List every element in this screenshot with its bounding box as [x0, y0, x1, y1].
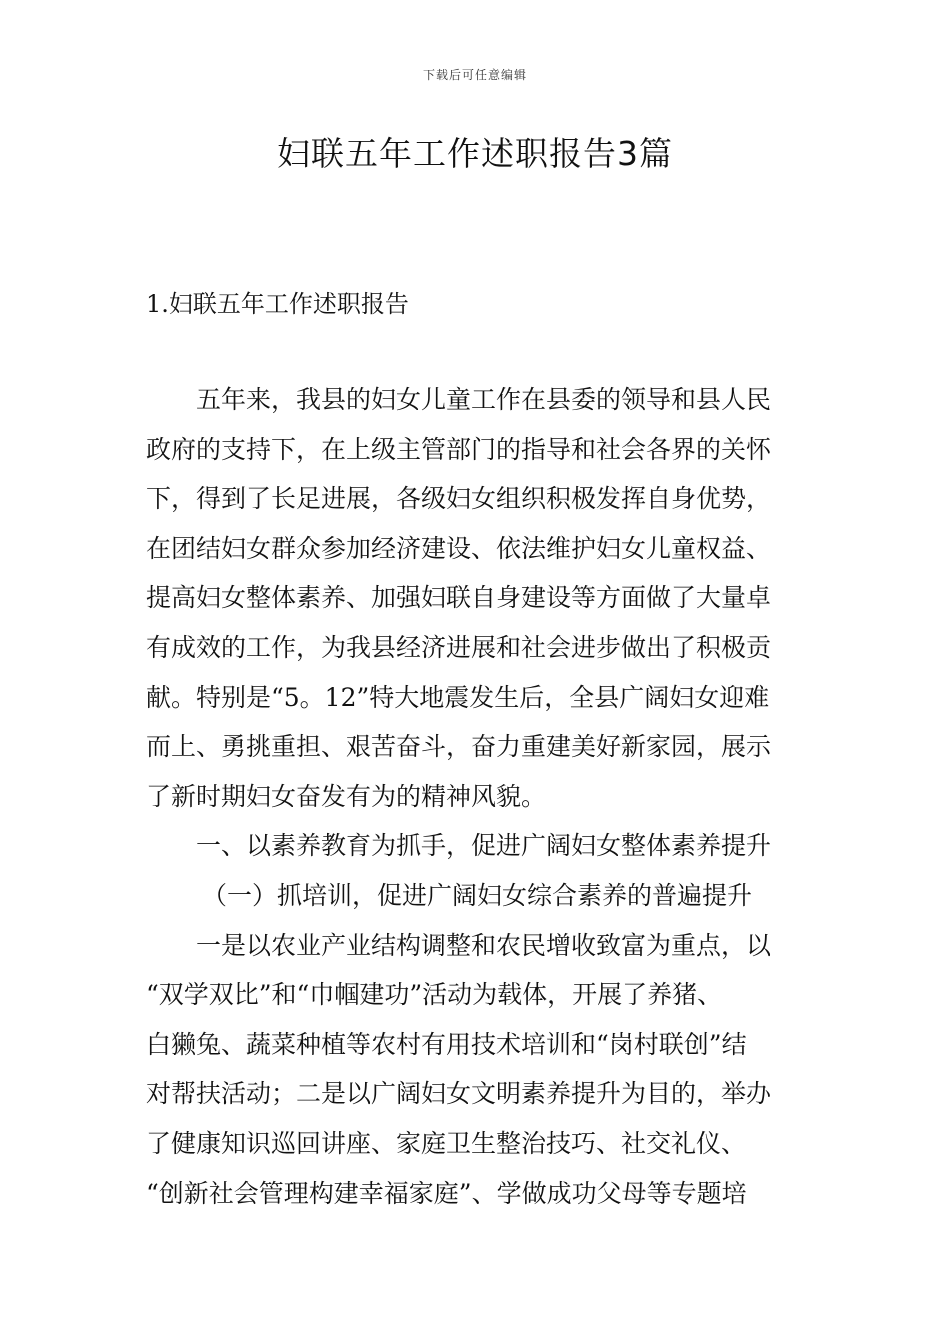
paragraph-line: “双学双比”和“巾帼建功”活动为载体，开展了养猪、 — [146, 980, 723, 1010]
paragraph-line: 了健康知识巡回讲座、家庭卫生整治技巧、社交礼仪、 — [146, 1128, 747, 1158]
paragraph-line: 政府的支持下，在上级主管部门的指导和社会各界的关怀 — [146, 434, 772, 464]
paragraph-line: 而上、勇挑重担、艰苦奋斗，奋力重建美好新家园，展示 — [146, 732, 772, 762]
subheading-line: 一、以素养教育为抓手，促进广阔妇女整体素养提升 — [196, 831, 772, 861]
paragraph-line: 有成效的工作，为我县经济进展和社会进步做出了积极贡 — [146, 632, 772, 662]
header-note: 下载后可任意编辑 — [422, 68, 527, 82]
subheading-line: （一）抓培训，促进广阔妇女综合素养的普遍提升 — [202, 880, 753, 910]
paragraph-line: “创新社会管理构建幸福家庭”、学做成功父母等专题培 — [146, 1178, 747, 1208]
paragraph-line: 献。特别是“5。12”特大地震发生后，全县广阔妇女迎难 — [146, 682, 770, 712]
document-title: 妇联五年工作述职报告3篇 — [277, 134, 673, 173]
paragraph-line: 下，得到了长足进展，各级妇女组织积极发挥自身优势， — [146, 484, 772, 514]
section-heading: 1.妇联五年工作述职报告 — [146, 290, 409, 318]
paragraph-line: 了新时期妇女奋发有为的精神风貌。 — [146, 781, 547, 811]
paragraph-line: 白獭兔、蔬菜种植等农村有用技术培训和“岗村联创”结 — [146, 1029, 747, 1059]
paragraph-line: 提高妇女整体素养、加强妇联自身建设等方面做了大量卓 — [146, 583, 772, 613]
paragraph-line: 五年来，我县的妇女儿童工作在县委的领导和县人民 — [196, 385, 772, 414]
paragraph-line: 一是以农业产业结构调整和农民增收致富为重点，以 — [196, 930, 772, 960]
paragraph-line: 在团结妇女群众参加经济建设、依法维护妇女儿童权益、 — [146, 533, 772, 563]
paragraph-line: 对帮扶活动；二是以广阔妇女文明素养提升为目的，举办 — [146, 1079, 772, 1109]
body-text — [146, 375, 810, 1218]
